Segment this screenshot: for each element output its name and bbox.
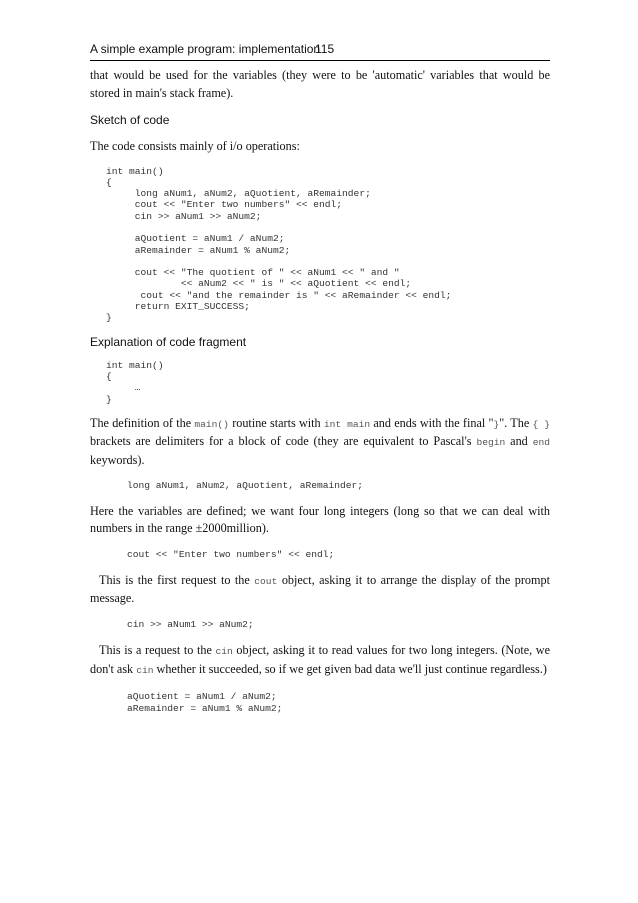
code-block-cout bbox=[127, 549, 550, 560]
paragraph-cin-request: This is a request to the cin object, asking it to read values for two long integers. (Note, we don't ask cin whether it succeeded, so if we get given bad data we'll just continue regardless.) bbox=[90, 643, 550, 676]
code-block-operations bbox=[127, 691, 550, 714]
paragraph-variables-defined: Here the variables are defined; we want four long integers (long so that we can deal with numbers in the range ±2000million). bbox=[90, 503, 550, 536]
page-body bbox=[90, 67, 550, 714]
code-block-cin bbox=[127, 619, 550, 630]
paragraph-automatic-variables: that would be used for the variables (they were to be 'automatic' variables that would be stored in main's stack frame). bbox=[90, 68, 550, 100]
code-line: cin >> aNum1 >> aNum2; bbox=[127, 618, 254, 630]
heading-sketch-of-code: Sketch of code bbox=[90, 113, 170, 127]
inline-code: { } bbox=[532, 418, 550, 430]
code-line: cout << "and the remainder is " << aRemainder << endl; bbox=[106, 289, 452, 301]
paragraph-io-operations: The code consists mainly of i/o operations: bbox=[90, 139, 300, 153]
code-line: int main() bbox=[106, 165, 164, 177]
header-title: A simple example program: implementation bbox=[90, 42, 321, 56]
inline-code: int main bbox=[323, 418, 371, 430]
page-header bbox=[90, 40, 550, 61]
code-line: << aNum2 << " is " << aQuotient << endl; bbox=[106, 278, 412, 290]
code-line: cin >> aNum1 >> aNum2; bbox=[106, 210, 262, 222]
code-block-declaration bbox=[127, 480, 550, 491]
inline-code: main() bbox=[194, 418, 229, 430]
code-line: } bbox=[106, 393, 112, 405]
code-block-main bbox=[106, 166, 550, 324]
code-line: { bbox=[106, 176, 112, 188]
code-line: { bbox=[106, 370, 112, 382]
code-line: int main() bbox=[106, 359, 164, 371]
page-number: 115 bbox=[315, 42, 335, 56]
paragraph-cout-request: This is the first request to the cout object, asking it to arrange the display of the prompt message. bbox=[90, 572, 550, 606]
inline-code: cout bbox=[254, 575, 278, 587]
code-line: long aNum1, aNum2, aQuotient, aRemainder; bbox=[127, 480, 364, 492]
code-line: aRemainder = aNum1 % aNum2; bbox=[106, 244, 291, 256]
code-line: … bbox=[106, 382, 141, 394]
code-line: aQuotient = aNum1 / aNum2; bbox=[106, 233, 285, 245]
code-line: cout << "Enter two numbers" << endl; bbox=[106, 199, 343, 211]
code-line: aQuotient = aNum1 / aNum2; bbox=[127, 691, 277, 703]
inline-code: cin bbox=[136, 664, 154, 676]
code-line: aRemainder = aNum1 % aNum2; bbox=[127, 702, 283, 714]
inline-code: cin bbox=[215, 646, 233, 658]
paragraph-main-definition: The definition of the main() routine starts with int main and ends with the final "}". The { } brackets are delimiters for a block of code (they are equivalent to Pascal's begin and end keywords). bbox=[90, 415, 550, 467]
heading-explanation: Explanation of code fragment bbox=[90, 334, 247, 349]
inline-code: end bbox=[532, 437, 550, 449]
code-line: cout << "Enter two numbers" << endl; bbox=[127, 548, 335, 560]
code-line: cout << "The quotient of " << aNum1 << " and " bbox=[106, 267, 400, 279]
code-block-fragment bbox=[106, 360, 550, 405]
code-line: long aNum1, aNum2, aQuotient, aRemainder; bbox=[106, 188, 371, 200]
inline-code: begin bbox=[476, 437, 506, 449]
code-line: return EXIT_SUCCESS; bbox=[106, 301, 250, 313]
code-line: } bbox=[106, 312, 112, 324]
inline-code: } bbox=[493, 418, 500, 430]
